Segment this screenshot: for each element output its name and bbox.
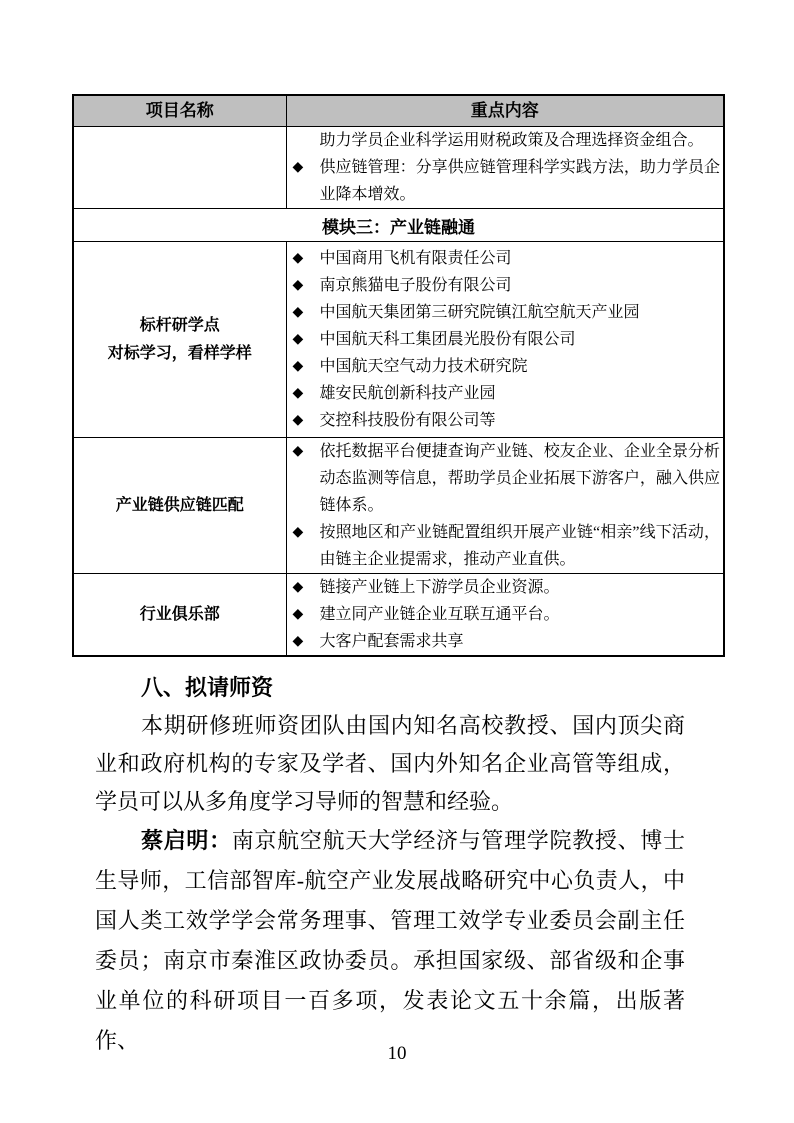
content-cell — [286, 574, 724, 657]
diamond-bullet-icon: ◆ — [292, 525, 304, 540]
list-item-text: 链接产业链上下游学员企业资源。 — [319, 579, 560, 596]
list-item — [287, 628, 724, 655]
list-item — [287, 438, 724, 519]
list-item-text: 建立同产业链企业互联互通平台。 — [319, 606, 560, 623]
table-row-finance-continuation — [73, 127, 724, 209]
diamond-bullet-icon: ◆ — [292, 251, 304, 266]
list-item-text: 交控科技股份有限公司等 — [319, 412, 496, 429]
lecturer-paragraph — [95, 821, 685, 1061]
list-item — [287, 519, 724, 573]
lecturer-name: 蔡启明： — [141, 828, 232, 853]
list-item — [287, 353, 724, 380]
list-item-text: 供应链管理：分享供应链管理科学实践方法，助力学员企业降本增效。 — [319, 159, 720, 203]
lecturer-bio: 南京航空航天大学经济与管理学院教授、博士生导师，工信部智库-航空产业发展战略研究中心负责人，中国人类工效学学会常务理事、管理工效学专业委员会副主任委员；南京市秦淮区政协委员。承担国家级、部省级和企事业单位的科研项目一百多项，发表论文五十余篇，出版著作、 — [95, 828, 685, 1053]
list-item-text: 雄安民航创新科技产业园 — [319, 385, 496, 402]
diamond-bullet-icon: ◆ — [292, 359, 304, 374]
content-cell — [286, 438, 724, 574]
program-table — [72, 94, 725, 657]
content-cell — [286, 127, 724, 209]
list-item-text: 中国航天空气动力技术研究院 — [319, 358, 528, 375]
list-item — [287, 574, 724, 601]
list-item — [287, 407, 724, 434]
diamond-bullet-icon: ◆ — [292, 444, 304, 459]
diamond-bullet-icon: ◆ — [292, 580, 304, 595]
list-item-text: 助力学员企业科学运用财税政策及合理选择资金组合。 — [319, 132, 704, 149]
label-line: 标杆研学点 — [139, 316, 220, 334]
header-key-content: 重点内容 — [286, 95, 724, 127]
diamond-bullet-icon: ◆ — [292, 607, 304, 622]
list-item — [287, 299, 724, 326]
list-item-text: 中国商用飞机有限责任公司 — [319, 250, 512, 267]
list-item — [287, 601, 724, 628]
header-project-name: 项目名称 — [73, 95, 286, 127]
intro-paragraph: 本期研修班师资团队由国内知名高校教授、国内顶尖商业和政府机构的专家及学者、国内外知名企业高管等组成，学员可以从多角度学习导师的智慧和经验。 — [95, 713, 685, 814]
content-cell — [286, 242, 724, 438]
list-item — [287, 127, 724, 154]
list-item-text: 按照地区和产业链配置组织开展产业链“相亲”线下活动，由链主企业提需求，推动产业直供。 — [319, 524, 720, 568]
diamond-bullet-icon: ◆ — [292, 386, 304, 401]
list-item — [287, 380, 724, 407]
table-row-module-three — [73, 209, 724, 242]
label-line: 对标学习，看样学样 — [107, 344, 252, 362]
page-number: 10 — [387, 1043, 407, 1064]
list-item — [287, 272, 724, 299]
faculty-section — [95, 668, 685, 1061]
module-three-title: 模块三：产业链融通 — [73, 209, 724, 242]
section-heading: 八、拟请师资 — [141, 675, 274, 700]
label-cell-matching: 产业链供应链匹配 — [73, 438, 286, 574]
list-item-text: 中国航天科工集团晨光股份有限公司 — [319, 331, 576, 348]
list-item-text: 大客户配套需求共享 — [319, 633, 464, 650]
table-row-benchmark-study — [73, 242, 724, 438]
diamond-bullet-icon: ◆ — [292, 413, 304, 428]
list-item-text: 依托数据平台便捷查询产业链、校友企业、企业全景分析动态监测等信息，帮助学员企业拓展下游客户，融入供应链体系。 — [319, 443, 720, 514]
list-item — [287, 245, 724, 272]
list-item — [287, 326, 724, 353]
table-header-row — [73, 95, 724, 127]
list-item-text: 中国航天集团第三研究院镇江航空航天产业园 — [319, 304, 640, 321]
table-row-industry-club — [73, 574, 724, 657]
label-cell-benchmark — [73, 242, 286, 438]
list-item-text: 南京熊猫电子股份有限公司 — [319, 277, 512, 294]
label-cell-empty — [73, 127, 286, 209]
diamond-bullet-icon: ◆ — [292, 305, 304, 320]
table-row-supply-chain-matching — [73, 438, 724, 574]
diamond-bullet-icon: ◆ — [292, 634, 304, 649]
list-item — [287, 154, 724, 208]
diamond-bullet-icon: ◆ — [292, 278, 304, 293]
label-cell-club: 行业俱乐部 — [73, 574, 286, 657]
diamond-bullet-icon: ◆ — [292, 332, 304, 347]
diamond-bullet-icon: ◆ — [292, 160, 304, 175]
